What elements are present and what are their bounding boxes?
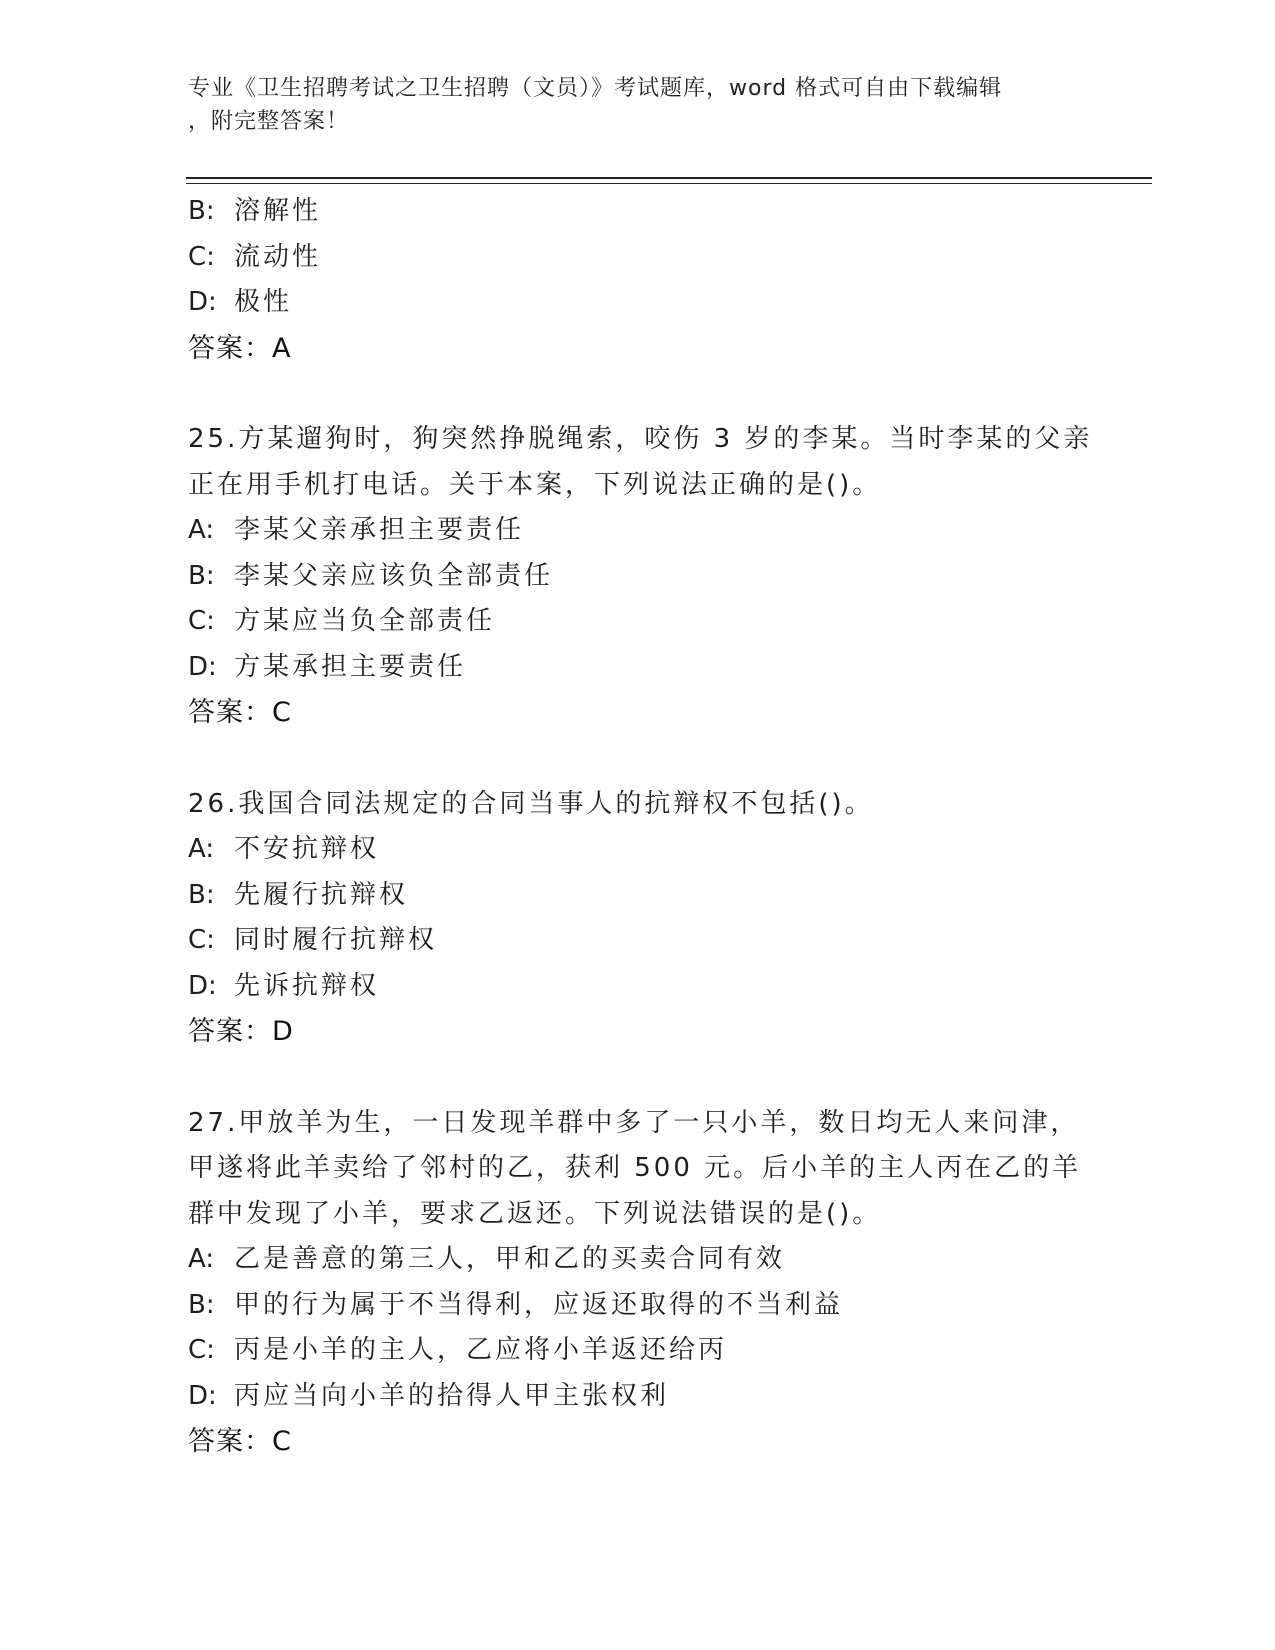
option-c bbox=[188, 918, 1128, 964]
option-text: 先履行抗辩权 bbox=[234, 879, 409, 910]
option-d bbox=[188, 645, 1128, 691]
option-letter: C: bbox=[188, 241, 215, 272]
question-stem-line: 正在用手机打电话。关于本案，下列说法正确的是()。 bbox=[188, 469, 882, 500]
option-text: 先诉抗辩权 bbox=[234, 970, 380, 1001]
option-text: 不安抗辩权 bbox=[234, 834, 380, 864]
option-text: 方某应当负全部责任 bbox=[234, 606, 496, 636]
question-block-prev bbox=[188, 189, 1128, 371]
question-block-26 bbox=[188, 782, 1128, 1055]
option-a bbox=[188, 1237, 1128, 1283]
question-stem-line: 27.甲放羊为生，一日发现羊群中多了一只小羊，数日均无人来问津， bbox=[188, 1107, 1080, 1138]
option-letter: B: bbox=[188, 196, 215, 226]
answer-line: 答案：C bbox=[188, 1426, 292, 1457]
option-letter: A: bbox=[188, 834, 215, 864]
option-text: 丙应当向小羊的拾得人甲主张权利 bbox=[234, 1380, 670, 1411]
option-letter: C: bbox=[188, 1335, 215, 1365]
option-letter: C: bbox=[188, 606, 215, 636]
option-letter: A: bbox=[188, 1244, 215, 1274]
option-letter: A: bbox=[188, 515, 215, 545]
option-text: 甲的行为属于不当得利，应返还取得的不当利益 bbox=[234, 1289, 844, 1320]
option-text: 李某父亲承担主要责任 bbox=[234, 515, 525, 545]
option-letter: D: bbox=[188, 1380, 217, 1411]
question-stem-line: 甲遂将此羊卖给了邻村的乙，获利 500 元。后小羊的主人丙在乙的羊 bbox=[188, 1153, 1082, 1183]
question-block-25 bbox=[188, 417, 1128, 736]
option-b bbox=[188, 873, 1128, 919]
option-text: 流动性 bbox=[234, 241, 322, 272]
header-rule-thin bbox=[186, 183, 1152, 184]
question-list bbox=[188, 189, 1128, 1465]
header-line-1: 专业《卫生招聘考试之卫生招聘（文员）》考试题库，word 格式可自由下载编辑 bbox=[188, 76, 1003, 101]
option-text: 丙是小羊的主人，乙应将小羊返还给丙 bbox=[234, 1335, 728, 1365]
option-c bbox=[188, 235, 1128, 281]
option-b bbox=[188, 1283, 1128, 1329]
answer-line: 答案：C bbox=[188, 697, 292, 728]
option-letter: D: bbox=[188, 970, 217, 1001]
option-letter: D: bbox=[188, 651, 217, 682]
option-letter: B: bbox=[188, 560, 215, 591]
option-letter: B: bbox=[188, 879, 215, 910]
option-text: 李某父亲应该负全部责任 bbox=[234, 560, 554, 591]
option-c bbox=[188, 1328, 1128, 1374]
option-text: 溶解性 bbox=[234, 196, 322, 226]
question-stem-line: 群中发现了小羊，要求乙返还。下列说法错误的是()。 bbox=[188, 1198, 882, 1229]
option-a bbox=[188, 508, 1128, 554]
option-letter: C: bbox=[188, 925, 215, 955]
question-stem-line: 26.我国合同法规定的合同当事人的抗辩权不包括()。 bbox=[188, 788, 874, 819]
option-letter: B: bbox=[188, 1289, 215, 1320]
question-block-27 bbox=[188, 1101, 1128, 1465]
option-a bbox=[188, 827, 1128, 873]
answer-line: 答案：D bbox=[188, 1016, 294, 1047]
answer-line: 答案：A bbox=[188, 332, 292, 364]
question-stem-line: 25.方某遛狗时，狗突然挣脱绳索，咬伤 3 岁的李某。当时李某的父亲 bbox=[188, 424, 1093, 454]
option-b bbox=[188, 189, 1128, 235]
document-header bbox=[188, 72, 1068, 138]
option-text: 方某承担主要责任 bbox=[234, 651, 467, 682]
option-text: 同时履行抗辩权 bbox=[234, 925, 438, 955]
header-line-2: ，附完整答案！ bbox=[188, 109, 350, 134]
option-d bbox=[188, 1374, 1128, 1420]
header-rule-thick bbox=[186, 177, 1152, 179]
option-b bbox=[188, 554, 1128, 600]
option-text: 极性 bbox=[234, 287, 293, 317]
option-d bbox=[188, 280, 1128, 326]
option-d bbox=[188, 964, 1128, 1010]
option-letter: D: bbox=[188, 287, 217, 317]
option-text: 乙是善意的第三人，甲和乙的买卖合同有效 bbox=[234, 1244, 786, 1274]
option-c bbox=[188, 599, 1128, 645]
